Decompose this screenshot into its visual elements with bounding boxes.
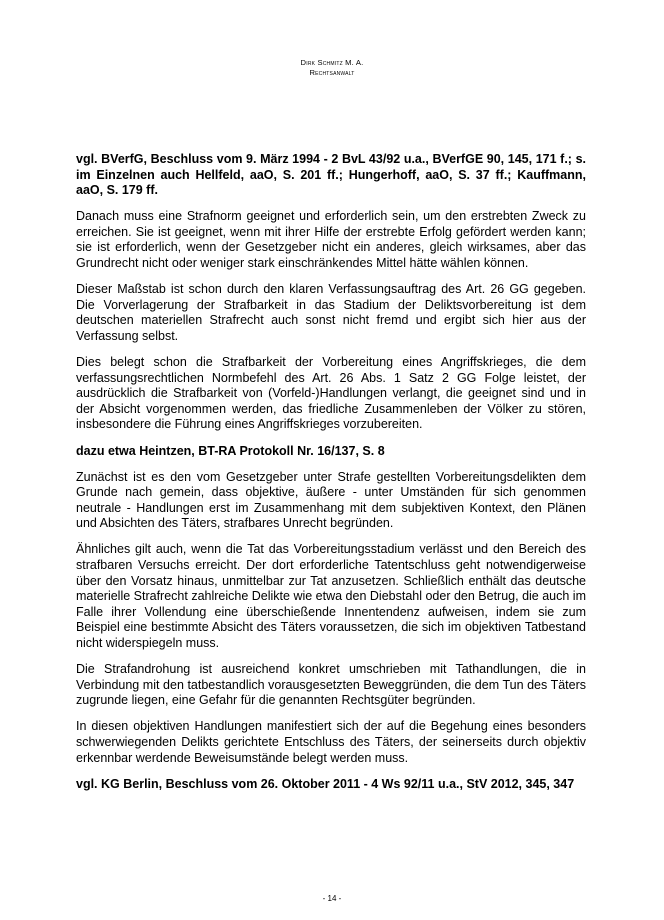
document-body bbox=[76, 152, 586, 803]
citation-paragraph: dazu etwa Heintzen, BT-RA Protokoll Nr. 16/137, S. 8 bbox=[76, 443, 385, 458]
body-paragraph: Die Strafandrohung ist ausreichend konkret umschrieben mit Tathandlungen, die in Verbindung mit den tatbestandlich vorausgesetzten Beweggründen, die dem Tun des Täters zugrunde liegen, eine Gefahr für die genannten Rechtsgüter begründen. bbox=[76, 662, 586, 708]
page-number: - 14 - bbox=[322, 894, 342, 903]
citation-paragraph: vgl. BVerfG, Beschluss vom 9. März 1994 - 2 BvL 43/92 u.a., BVerfGE 90, 145, 171 f.; s. im Einzelnen auch Hellfeld, aaO, S. 201 ff.; Hungerhoff, aaO, S. 37 ff.; Kauffmann, aaO, S. 179 ff. bbox=[76, 152, 586, 198]
body-paragraph: Dies belegt schon die Strafbarkeit der Vorbereitung eines Angriffskrieges, die dem verfassungsrechtlichen Normbefehl des Art. 26 Abs. 1 Satz 2 GG Folge leistet, der ausdrücklich die Strafbarkeit von (Vorfeld-)Handlungen verlangt, die geeignet sind und in der Absicht vorgenommen werden, das friedliche Zusammenleben der Völker zu stören, insbesondere die Führung eines Angriffskrieges vorzubereiten. bbox=[76, 355, 586, 432]
body-paragraph: Zunächst ist es den vom Gesetzgeber unter Strafe gestellten Vorbereitungsdelikten dem Grunde nach gemein, dass objektive, äußere - unter Umständen für sich genommen neutrale - Handlungen erst im Zusammenhang mit dem subjektiven Kontext, den Plänen und Absichten des Täters, strafbares Unrecht begründen. bbox=[76, 469, 586, 531]
citation-paragraph: vgl. KG Berlin, Beschluss vom 26. Oktober 2011 - 4 Ws 92/11 u.a., StV 2012, 345, 347 bbox=[76, 776, 575, 791]
body-paragraph: Danach muss eine Strafnorm geeignet und erforderlich sein, um den erstrebten Zweck zu erreichen. Sie ist geeignet, wenn mit ihrer Hilfe der erstrebte Erfolg gefördert werden kann; sie ist erforderlich, wenn der Gesetzgeber nicht ein anderes, gleich wirksames, aber das Grundrecht nicht oder weniger stark einschränkendes Mittel hätte wählen können. bbox=[76, 209, 586, 271]
letterhead-name: Dirk Schmitz M. A. bbox=[300, 58, 364, 67]
letterhead bbox=[0, 58, 664, 78]
letterhead-role: Rechtsanwalt bbox=[309, 68, 355, 77]
body-paragraph: In diesen objektiven Handlungen manifestiert sich der auf die Begehung eines besonders schwerwiegenden Delikts gerichtete Entschluss des Täters, der seinerseits durch objektiv erkennbar werdende Beweisumstände belegt werden muss. bbox=[76, 719, 586, 765]
body-paragraph: Ähnliches gilt auch, wenn die Tat das Vorbereitungsstadium verlässt und den Bereich des strafbaren Versuchs erreicht. Der dort erforderliche Tatentschluss geht notwendigerweise über den Vorsatz hinaus, unmittelbar zur Tat anzusetzen. Schließlich enthält das deutsche materielle Strafrecht zahlreiche Delikte wie etwa den Diebstahl oder den Betrug, die auch im Falle ihrer Vollendung eine überschießende Innentendenz aufweisen, indem sie zum Beispiel eine bestimmte Absicht des Täters voraussetzen, die sich im objektiven Tatbestand nicht widerspiegeln muss. bbox=[76, 542, 586, 651]
body-paragraph: Dieser Maßstab ist schon durch den klaren Verfassungsauftrag des Art. 26 GG gegeben. Die Vorverlagerung der Strafbarkeit in das Stadium der Deliktsvorbereitung ist dem deutschen materiellen Strafrecht auch sonst nicht fremd und ergibt sich hier aus der Verfassung selbst. bbox=[76, 282, 586, 343]
